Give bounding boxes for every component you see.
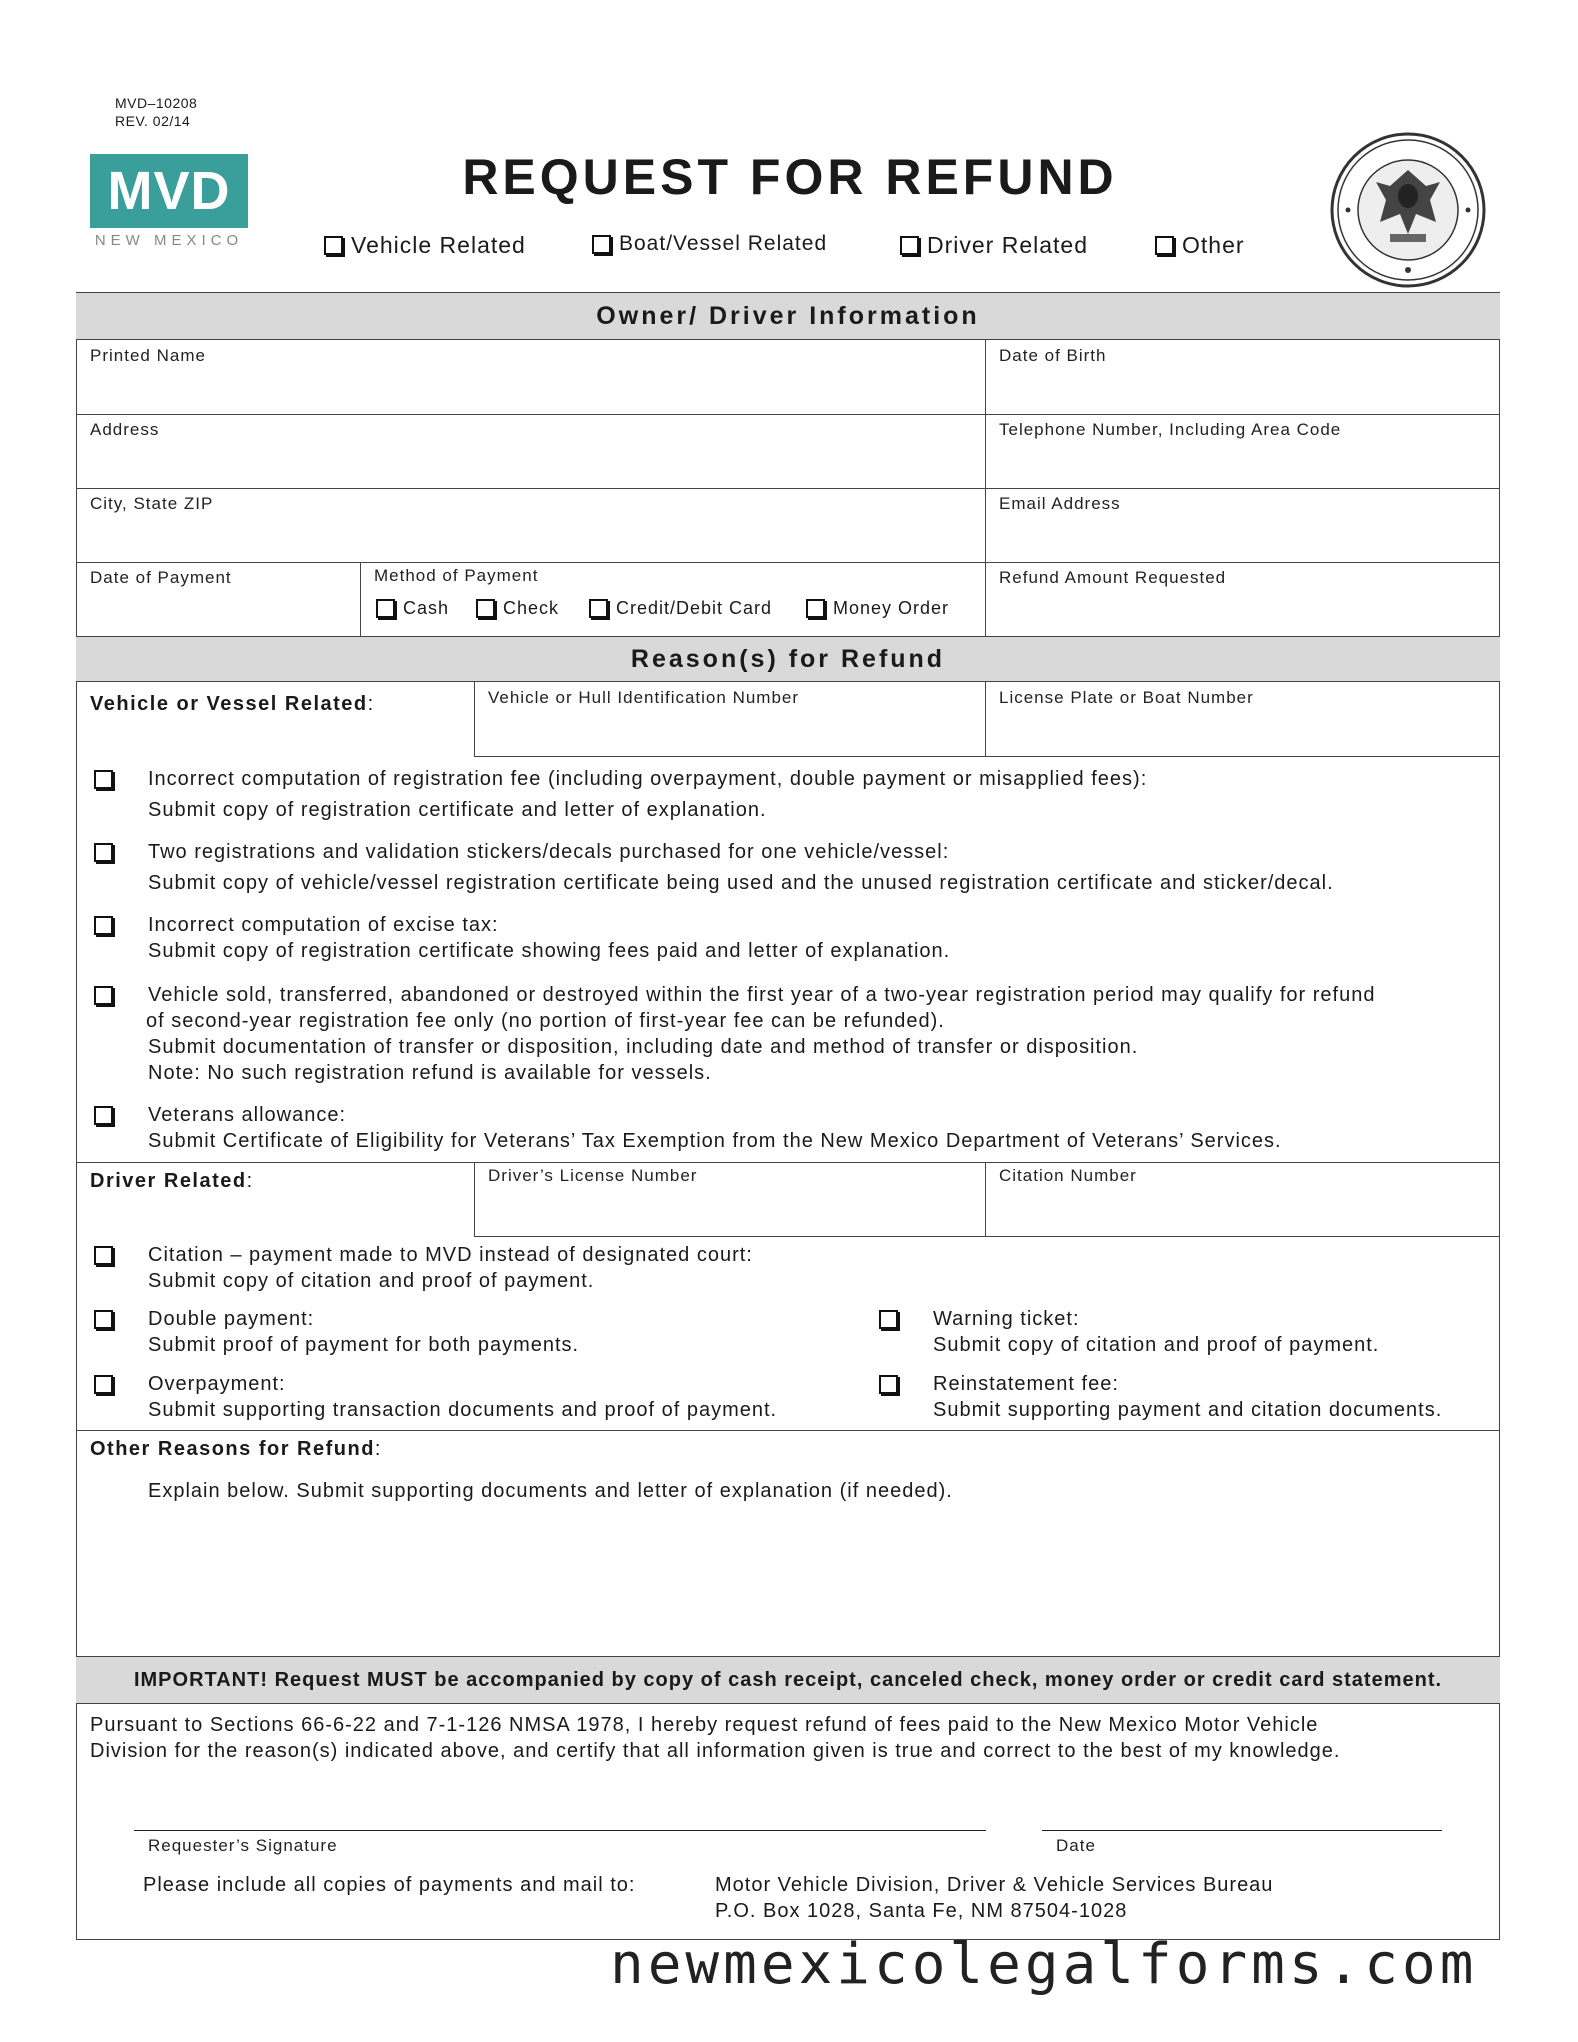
checkbox-icon[interactable] [324,236,343,255]
reason-line: Overpayment: [148,1373,286,1395]
reason-line: Incorrect computation of registration fee (including overpayment, double payment or misapplied fees): [148,768,1148,790]
reason-citation-payment[interactable] [148,1242,753,1294]
reason-line: Two registrations and validation stickers/decals purchased for one vehicle/vessel: [148,841,950,863]
driver-label-text: Driver Related [90,1170,247,1192]
state-seal-icon [1328,130,1488,290]
checkbox-icon[interactable] [94,1106,113,1125]
date-label: Date [1056,1836,1096,1855]
certification-line: Division for the reason(s) indicated above, and certify that all information given is true and correct to the best of my knowledge. [90,1740,1341,1762]
checkbox-icon[interactable] [94,986,113,1005]
reason-line: Submit copy of vehicle/vessel registration certificate being used and the unused registration certificate and sticker/decal. [148,872,1334,894]
form-number: MVD–10208 [115,95,198,111]
vehicle-vessel-label-text: Vehicle or Vessel Related [90,693,368,715]
reason-line: Submit Certificate of Eligibility for Veterans’ Tax Exemption from the New Mexico Department of Veterans’ Services. [148,1130,1282,1152]
mailing-address-line1: Motor Vehicle Division, Driver & Vehicle Services Bureau [715,1874,1274,1896]
page-title: REQUEST FOR REFUND [462,149,1118,205]
payment-cash[interactable] [376,598,449,619]
divider [76,414,1500,415]
checkbox-icon[interactable] [476,599,495,618]
checkbox-icon[interactable] [879,1375,898,1394]
watermark-text: newmexicolegalforms.com [610,1932,1478,1997]
mvd-logo [90,154,248,249]
date-line[interactable] [1042,1830,1442,1831]
payment-money-order-label: Money Order [833,598,950,618]
checkbox-icon[interactable] [94,770,113,789]
reason-line: Veterans allowance: [148,1104,347,1126]
reason-veterans-allowance[interactable] [148,1102,1282,1154]
other-reasons-textarea[interactable] [90,1510,1486,1650]
owner-section-header: Owner/ Driver Information [76,292,1500,340]
divider [76,488,1500,489]
type-boat-vessel-label: Boat/Vessel Related [619,232,828,255]
divider [474,756,1500,757]
reason-line: Submit documentation of transfer or disposition, including date and method of transfer or disposition. [148,1036,1139,1058]
type-boat-vessel[interactable] [592,232,827,256]
checkbox-icon[interactable] [589,599,608,618]
type-driver-label: Driver Related [927,232,1088,258]
reason-registration-fee[interactable] [148,766,1147,823]
address-field[interactable]: Address [90,420,160,439]
vehicle-vessel-section-label: Vehicle or Vessel Related: [90,693,375,715]
drivers-license-field[interactable]: Driver’s License Number [488,1166,698,1185]
method-of-payment-label: Method of Payment [374,566,539,585]
type-other-label: Other [1182,232,1245,258]
checkbox-icon[interactable] [900,236,919,255]
reason-line: Incorrect computation of excise tax: [148,914,499,936]
divider [474,1236,1500,1237]
certification-statement [90,1712,1340,1764]
refund-amount-field[interactable]: Refund Amount Requested [999,568,1227,587]
reason-excise-tax[interactable] [148,912,950,964]
payment-check-label: Check [503,598,560,618]
printed-name-field[interactable]: Printed Name [90,346,206,365]
divider [76,1430,1500,1431]
type-other[interactable] [1155,232,1245,259]
reason-line: Double payment: [148,1308,315,1330]
reason-reinstatement-fee[interactable] [933,1371,1442,1423]
checkbox-icon[interactable] [94,843,113,862]
reason-line: Submit copy of citation and proof of payment. [933,1334,1380,1356]
other-label-text: Other Reasons for Refund [90,1438,375,1460]
other-reasons-instructions: Explain below. Submit supporting documents and letter of explanation (if needed). [148,1480,953,1502]
checkbox-icon[interactable] [94,1310,113,1329]
important-text: Request MUST be accompanied by copy of cash receipt, canceled check, money order or credit card statement. [274,1669,1443,1691]
mailing-instruction: Please include all copies of payments and mail to: [143,1874,636,1896]
payment-credit-debit[interactable] [589,598,772,619]
reason-line: Reinstatement fee: [933,1373,1119,1395]
type-driver[interactable] [900,232,1088,259]
payment-credit-debit-label: Credit/Debit Card [616,598,773,618]
telephone-field[interactable]: Telephone Number, Including Area Code [999,420,1342,439]
reason-line: Submit copy of registration certificate and letter of explanation. [148,799,767,821]
other-section-label: Other Reasons for Refund: [90,1438,382,1460]
reason-line: of second-year registration fee only (no portion of first-year fee can be refunded). [146,1010,945,1032]
checkbox-icon[interactable] [1155,236,1174,255]
divider [474,682,475,756]
checkbox-icon[interactable] [806,599,825,618]
mvd-logo-text: MVD [90,154,248,228]
checkbox-icon[interactable] [94,1375,113,1394]
reason-vehicle-sold[interactable] [148,982,1375,1086]
reason-line: Submit copy of citation and proof of payment. [148,1270,595,1292]
reason-line: Submit proof of payment for both payments. [148,1334,580,1356]
reason-line: Submit copy of registration certificate showing fees paid and letter of explanation. [148,940,951,962]
reason-line: Citation – payment made to MVD instead of designated court: [148,1244,753,1266]
divider [474,1162,475,1236]
email-field[interactable]: Email Address [999,494,1121,513]
checkbox-icon[interactable] [94,1246,113,1265]
payment-check[interactable] [476,598,559,619]
reason-warning-ticket[interactable] [933,1306,1379,1358]
important-prefix: IMPORTANT! [133,1669,269,1691]
reason-two-registrations[interactable] [148,839,1334,896]
reason-line: Submit supporting payment and citation documents. [933,1399,1443,1421]
reason-line: Note: No such registration refund is available for vessels. [148,1062,712,1084]
divider [76,1162,1500,1163]
checkbox-icon[interactable] [592,235,611,254]
date-of-payment-field[interactable]: Date of Payment [90,568,232,587]
mailing-address-line2: P.O. Box 1028, Santa Fe, NM 87504-1028 [715,1900,1128,1922]
certification-line: Pursuant to Sections 66-6-22 and 7-1-126 NMSA 1978, I hereby request refund of fees paid to the New Mexico Motor Vehicle [90,1714,1319,1736]
reasons-section-header: Reason(s) for Refund [76,636,1500,682]
form-number-block [115,94,197,130]
driver-section-label: Driver Related: [90,1170,254,1192]
signature-line[interactable] [134,1830,986,1831]
checkbox-icon[interactable] [879,1310,898,1329]
type-vehicle[interactable] [324,232,526,259]
reason-line: Vehicle sold, transferred, abandoned or destroyed within the first year of a two-year registration period may qualify for refund [148,984,1376,1006]
plate-number-field[interactable]: License Plate or Boat Number [999,688,1254,707]
vin-field[interactable]: Vehicle or Hull Identification Number [488,688,800,707]
type-vehicle-label: Vehicle Related [351,232,526,258]
mailing-address [715,1872,1273,1924]
reason-line: Warning ticket: [933,1308,1080,1330]
reason-line: Submit supporting transaction documents and proof of payment. [148,1399,778,1421]
date-of-birth-field[interactable]: Date of Birth [999,346,1107,365]
payment-cash-label: Cash [403,598,450,618]
checkbox-icon[interactable] [94,916,113,935]
divider [76,562,1500,563]
mvd-logo-subtext: NEW MEXICO [94,232,244,249]
divider [360,562,361,636]
divider [985,1162,986,1236]
signature-label: Requester’s Signature [148,1836,338,1855]
divider [985,682,986,756]
reason-double-payment[interactable] [148,1306,579,1358]
citation-number-field[interactable]: Citation Number [999,1166,1137,1185]
payment-money-order[interactable] [806,598,949,619]
city-state-zip-field[interactable]: City, State ZIP [90,494,214,513]
important-notice [76,1656,1500,1704]
reason-overpayment[interactable] [148,1371,777,1423]
form-revision: REV. 02/14 [115,113,191,129]
checkbox-icon[interactable] [376,599,395,618]
